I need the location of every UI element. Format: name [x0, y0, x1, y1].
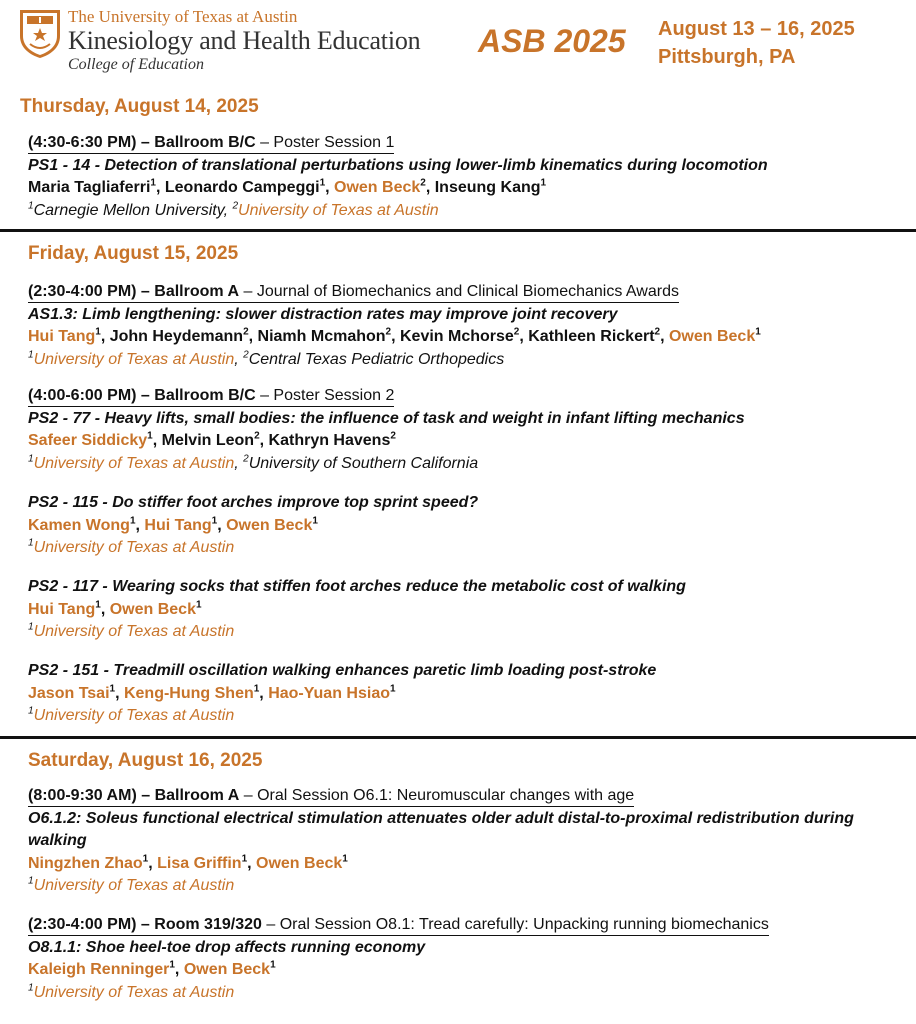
affiliation-marker: 1 [390, 683, 396, 695]
affiliation-marker: 1 [211, 515, 218, 527]
author-name: Melvin Leon [161, 432, 255, 449]
separator: – [136, 916, 155, 933]
affiliation-marker: 1 [150, 177, 156, 189]
affiliation-number: 1 [28, 453, 34, 465]
college-name: College of Education [68, 56, 204, 73]
affiliation-marker: 1 [319, 177, 326, 189]
author-list: Kaleigh Renninger$^1$, Owen Beck$^1$ [28, 959, 276, 978]
paper-title: PS2 - 117 - Wearing socks that stiffen foot arches reduce the metabolic cost of walking [28, 578, 686, 595]
author-name: Inseung Kang [434, 179, 541, 196]
affiliation-list: $^1$University of Texas at Austin, $^2$Central Texas Pediatric Orthopedics [28, 349, 505, 368]
session-line [28, 132, 908, 155]
university-name: The University of Texas at Austin [68, 7, 298, 26]
separator: – [261, 916, 280, 933]
author-name: Lisa Griffin [157, 854, 242, 872]
author-name: Maria Tagliaferri [28, 179, 151, 196]
paper-title: PS2 - 115 - Do stiffer foot arches improve top sprint speed? [28, 494, 479, 511]
author-list: Kamen Wong$^1$, Hui Tang$^1$, Owen Beck$^1$ [28, 515, 318, 534]
session-entry [28, 914, 908, 1004]
affiliation-list [28, 875, 908, 898]
session-name: Journal of Biomechanics and Clinical Biomechanics Awards [256, 283, 679, 300]
affiliation-number: 1 [28, 537, 34, 549]
day-heading: Thursday, August 14, 2025 [20, 96, 259, 117]
separator: – [255, 134, 274, 151]
session-entry [28, 281, 908, 371]
affiliation-marker: 1 [109, 683, 116, 695]
session-info [28, 915, 769, 936]
session-entry [28, 660, 908, 728]
separator: – [239, 787, 258, 804]
author-name: Jason Tsai [28, 684, 110, 702]
affiliation-marker: 1 [342, 853, 348, 865]
author-name: Hui Tang [28, 328, 96, 345]
department-name: Kinesiology and Health Education [68, 26, 421, 55]
author-name: Niamh Mcmahon [257, 328, 386, 345]
session-entry [28, 492, 908, 560]
session-info [28, 282, 679, 303]
author-name: Kathryn Havens [268, 432, 391, 449]
affiliation-marker: 1 [755, 326, 761, 338]
paper-title: PS2 - 77 - Heavy lifts, small bodies: the influence of task and weight in infant lifting mechanics [28, 409, 745, 427]
session-line [28, 385, 908, 408]
affiliation-marker: 1 [270, 959, 276, 971]
session-entry [28, 576, 908, 644]
affiliation-marker: 2 [390, 430, 396, 442]
event-dates: August 13 – 16, 2025 [658, 18, 855, 40]
affiliation-list [28, 705, 908, 728]
affiliation-number: 2 [232, 200, 239, 212]
session-info [28, 386, 394, 407]
paper-title: AS1.3: Limb lengthening: slower distraction rates may improve joint recovery [28, 305, 618, 323]
affiliation-marker: 2 [254, 430, 260, 442]
affiliation-marker: 1 [540, 177, 547, 189]
affiliation-marker: 2 [385, 326, 392, 338]
author-name: Leonardo Campeggi [164, 179, 320, 196]
author-name: Owen Beck [109, 600, 196, 618]
separator: – [136, 787, 155, 804]
session-room: Ballroom B/C [154, 134, 256, 151]
day-heading: Friday, August 15, 2025 [28, 243, 239, 264]
author-name: Owen Beck [226, 516, 313, 534]
paper-title: PS2 - 151 - Treadmill oscillation walking enhances paretic limb loading post-stroke [28, 662, 657, 679]
author-name: John Heydemann [109, 328, 244, 345]
paper-title: O6.1.2: Soleus functional electrical stimulation attenuates older adult distal-to-proximal redistribution during walking [28, 809, 854, 849]
affiliation-marker: 1 [169, 959, 175, 971]
author-name: Hui Tang [144, 516, 212, 534]
affiliation-number: 1 [28, 982, 34, 994]
paper-title: PS1 - 14 - Detection of translational perturbations using lower-limb kinematics during locomotion [28, 156, 768, 174]
day-heading: Saturday, August 16, 2025 [28, 750, 263, 771]
affiliation-number: 1 [28, 200, 34, 212]
affiliation-name: University of Texas at Austin [33, 454, 235, 472]
author-name: Hui Tang [28, 600, 96, 618]
session-entry [28, 132, 908, 222]
session-time: (8:00-9:30 AM) [28, 787, 137, 804]
session-name: Poster Session 2 [273, 387, 395, 404]
affiliation-name: University of Texas at Austin [33, 983, 235, 1001]
affiliation-number: 1 [28, 705, 34, 717]
author-name: Owen Beck [256, 854, 343, 872]
affiliation-number: 2 [243, 349, 249, 361]
session-name: Poster Session 1 [273, 134, 395, 151]
affiliation-number: 1 [28, 349, 34, 361]
session-name: Oral Session O8.1: Tread carefully: Unpacking running biomechanics [279, 916, 769, 933]
event-name: ASB 2025 [478, 23, 626, 59]
affiliation-name: University of Texas at Austin [33, 707, 235, 724]
affiliation-number: 2 [243, 453, 249, 465]
affiliation-name: Carnegie Mellon University [33, 201, 224, 219]
author-name: Owen Beck [334, 179, 421, 196]
affiliation-list: $^1$Carnegie Mellon University, $^2$University of Texas at Austin [28, 200, 439, 219]
affiliation-marker: 2 [654, 326, 661, 338]
affiliation-name: University of Texas at Austin [238, 201, 439, 219]
separator: – [255, 387, 274, 404]
author-name: Safeer Siddicky [28, 432, 148, 449]
affiliation-marker: 1 [129, 515, 136, 527]
separator: – [136, 283, 155, 300]
session-line [28, 281, 908, 304]
affiliation-marker: 1 [147, 430, 153, 442]
session-time: (2:30-4:00 PM) [28, 916, 137, 933]
author-list: Hui Tang$^1$, John Heydemann$^2$, Niamh Mcmahon$^2$, Kevin Mchorse$^2$, Kathleen Rickert$^2$, Owen Beck$^1$ [28, 326, 761, 345]
affiliation-name: University of Texas at Austin [33, 877, 235, 894]
session-time: (2:30-4:00 PM) [28, 283, 137, 300]
event-dates-location [658, 15, 855, 71]
affiliation-name: University of Texas at Austin [33, 623, 235, 640]
author-list: Hui Tang$^1$, Owen Beck$^1$ [28, 599, 202, 618]
session-line [28, 914, 908, 937]
affiliation-list [28, 537, 908, 560]
author-name: Kaleigh Renninger [28, 961, 170, 978]
session-name: Oral Session O6.1: Neuromuscular changes with age [257, 787, 635, 804]
affiliation-name: University of Texas at Austin [33, 350, 235, 368]
affiliation-name: Central Texas Pediatric Orthopedics [248, 350, 505, 368]
author-name: Keng-Hung Shen [123, 684, 254, 702]
author-list: Maria Tagliaferri$^1$, Leonardo Campeggi$^1$, Owen Beck$^2$, Inseung Kang$^1$ [28, 177, 547, 196]
separator: – [136, 134, 155, 151]
affiliation-marker: 1 [95, 326, 101, 338]
affiliation-marker: 1 [142, 853, 149, 865]
header [0, 0, 916, 90]
section-divider [0, 229, 916, 232]
author-name: Owen Beck [668, 328, 756, 345]
session-info [28, 133, 394, 154]
event-location: Pittsburgh, PA [658, 46, 796, 68]
affiliation-marker: 1 [312, 515, 318, 527]
affiliation-name: University of Texas at Austin [33, 539, 235, 556]
author-list: Safeer Siddicky$^1$, Melvin Leon$^2$, Kathryn Havens$^2$ [28, 430, 396, 449]
author-name: Kevin Mchorse [399, 328, 514, 345]
author-name: Kamen Wong [28, 516, 130, 534]
session-entry [28, 785, 908, 898]
separator: – [136, 387, 155, 404]
session-room: Ballroom A [154, 787, 240, 804]
affiliation-marker: 1 [95, 599, 101, 611]
paper-title: O8.1.1: Shoe heel-toe drop affects running economy [28, 938, 426, 956]
affiliation-list [28, 982, 908, 1005]
section-divider [0, 736, 916, 739]
session-time: (4:30-6:30 PM) [28, 134, 137, 151]
affiliation-marker: 2 [513, 326, 520, 338]
affiliation-number: 1 [28, 875, 34, 887]
affiliation-marker: 2 [243, 326, 249, 338]
affiliation-name: University of Southern California [248, 454, 479, 472]
affiliation-list: $^1$University of Texas at Austin, $^2$University of Southern California [28, 453, 479, 472]
ut-seal-logo [18, 8, 62, 60]
author-name: Ningzhen Zhao [28, 854, 143, 872]
affiliation-marker: 1 [195, 599, 202, 611]
session-entry [28, 385, 908, 475]
author-list: Jason Tsai$^1$, Keng-Hung Shen$^1$, Hao-Yuan Hsiao$^1$ [28, 683, 396, 702]
session-time: (4:00-6:00 PM) [28, 387, 137, 404]
affiliation-marker: 1 [241, 853, 248, 865]
session-room: Room 319/320 [154, 916, 262, 933]
session-room: Ballroom B/C [154, 387, 256, 404]
affiliation-list [28, 621, 908, 644]
author-list: Ningzhen Zhao$^1$, Lisa Griffin$^1$, Owen Beck$^1$ [28, 853, 348, 872]
author-name: Hao-Yuan Hsiao [268, 684, 390, 702]
affiliation-marker: 1 [253, 683, 260, 695]
affiliation-number: 1 [28, 621, 34, 633]
separator: – [239, 283, 257, 300]
author-name: Kathleen Rickert [528, 328, 655, 345]
author-name: Owen Beck [183, 961, 271, 978]
affiliation-marker: 2 [420, 177, 426, 189]
session-info [28, 786, 634, 807]
session-line [28, 785, 908, 808]
session-room: Ballroom A [154, 283, 240, 300]
